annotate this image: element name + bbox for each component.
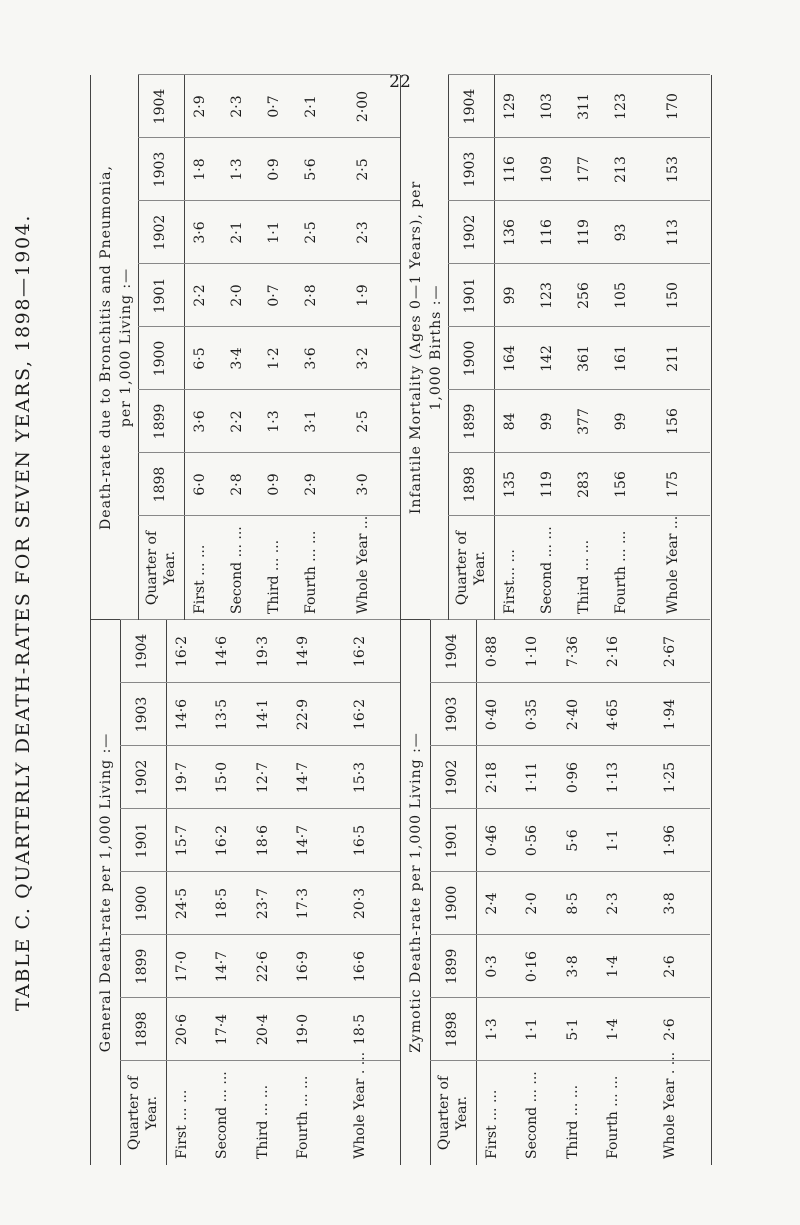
general-cell: 14·7 [214,950,231,983]
zymotic-row-label: Third ... ... [564,1084,581,1159]
bronchitis-year-header: 1899 [152,403,168,440]
bronchitis-cell: 3·0 [354,473,371,496]
infantile-cell: 105 [613,282,630,309]
general-quarter-header: Quarter of Year. [126,1075,160,1151]
bronchitis-header-rule [184,75,185,620]
zymotic-cell: 0·35 [524,698,541,731]
bronchitis-cell: 2·3 [354,221,371,244]
infantile-cell: 170 [664,93,681,120]
zymotic-cell: 1·1 [605,829,622,852]
bronchitis-cell: 0·7 [266,284,283,307]
infantile-cell: 156 [613,471,630,498]
infantile-cell: 156 [664,408,681,435]
general-cell: 15·7 [174,824,190,857]
zymotic-cell: 2·6 [661,1018,678,1041]
zymotic-cell: 1·3 [484,1018,500,1041]
zymotic-year-header: 1901 [444,822,460,859]
infantile-row-label: Second ... ... [539,526,556,614]
zymotic-row-label: First ... ... [484,1089,500,1159]
infantile-heading-line2: 1,000 Births :— [428,284,444,411]
zymotic-cell: 0·56 [524,824,541,857]
general-cell: 14·6 [174,698,190,731]
zymotic-cell: 1·13 [605,761,622,794]
zymotic-cell: 1·94 [661,698,678,731]
general-cell: 24·5 [174,887,190,920]
infantile-heading-rule [448,75,449,620]
table-title: TABLE C. QUARTERLY DEATH-RATES FOR SEVEN YEARS, 1898—1904. [12,214,34,1011]
infantile-cell: 84 [502,412,518,431]
zymotic-cell: 2·0 [524,892,541,915]
bronchitis-cell: 2·9 [192,95,208,118]
infantile-cell: 116 [502,156,518,183]
zymotic-year-header: 1904 [444,633,460,670]
infantile-cell: 123 [613,93,630,120]
general-cell: 14·1 [254,698,271,731]
zymotic-cell: 1·10 [524,635,541,668]
bronchitis-cell: 2·5 [354,410,371,433]
general-cell: 16·2 [351,698,368,731]
bronchitis-cell: 6·0 [192,473,208,496]
zymotic-cell: 4·65 [605,698,622,731]
infantile-cell: 103 [539,93,556,120]
infantile-cell: 361 [576,345,593,372]
infantile-cell: 119 [576,219,593,246]
general-cell: 17·3 [295,887,312,920]
general-cell: 19·0 [295,1013,312,1046]
infantile-cell: 136 [502,219,518,246]
zymotic-cell: 1·11 [524,761,541,794]
infantile-year-header: 1902 [462,214,478,251]
general-cell: 20·4 [254,1013,271,1046]
bronchitis-cell: 2·5 [303,221,320,244]
general-cell: 19·3 [254,635,271,668]
general-cell: 23·7 [254,887,271,920]
general-heading-rule [120,620,121,1165]
zymotic-cell: 2·40 [564,698,581,731]
bronchitis-cell: 2·5 [354,158,371,181]
bronchitis-cell: 1·8 [192,158,208,181]
infantile-year-header: 1898 [462,466,478,503]
bronchitis-quarter-header: Quarter of Year. [144,530,178,606]
bronchitis-year-header: 1903 [152,151,168,188]
infantile-cell: 177 [576,156,593,183]
general-cell: 16·2 [174,635,190,668]
infantile-quarter-header: Quarter of Year. [454,530,488,606]
bronchitis-cell: 1·3 [229,158,246,181]
general-cell: 16·2 [351,635,368,668]
bronchitis-heading-line2: per 1,000 Living :— [118,267,134,428]
general-cell: 14·7 [295,761,312,794]
general-year-header: 1903 [134,696,150,733]
bronchitis-year-header: 1904 [152,88,168,125]
bronchitis-cell: 2·8 [229,473,246,496]
infantile-row-label: Whole Year ... [664,515,681,614]
bronchitis-cell: 3·6 [303,347,320,370]
general-year-header: 1904 [134,633,150,670]
bronchitis-cell: 0·7 [266,95,283,118]
general-header-rule [166,620,167,1165]
infantile-cell: 135 [502,471,518,498]
zymotic-cell: 2·4 [484,892,500,915]
zymotic-cell: 3·8 [661,892,678,915]
infantile-heading-line1: Infantile Mortality (Ages 0—1 Years), per [408,180,424,515]
general-cell: 16·2 [214,824,231,857]
bronchitis-cell: 3·4 [229,347,246,370]
infantile-row-label: Third ... ... [576,539,593,614]
bronchitis-cell: 1·1 [266,221,283,244]
general-heading: General Death-rate per 1,000 Living :— [98,732,114,1053]
zymotic-row-label: Fourth ... ... [605,1075,622,1159]
zymotic-cell: 0·96 [564,761,581,794]
zymotic-cell: 0·88 [484,635,500,668]
zymotic-quarter-header: Quarter of Year. [436,1075,470,1151]
general-year-header: 1899 [134,948,150,985]
infantile-heading [406,75,446,620]
general-cell: 16·6 [351,950,368,983]
general-cell: 16·9 [295,950,312,983]
general-year-header: 1898 [134,1011,150,1048]
infantile-cell: 129 [502,93,518,120]
bronchitis-cell: 2·3 [229,95,246,118]
general-year-header: 1902 [134,759,150,796]
zymotic-cell: 0·3 [484,955,500,978]
zymotic-year-header: 1899 [444,948,460,985]
infantile-cell: 211 [664,345,681,372]
zymotic-cell: 2·16 [605,635,622,668]
infantile-cell: 256 [576,282,593,309]
zymotic-cell: 0·40 [484,698,500,731]
bronchitis-year-header: 1902 [152,214,168,251]
bronchitis-cell: 2·00 [354,90,371,123]
zymotic-cell: 2·67 [661,635,678,668]
general-cell: 14·9 [295,635,312,668]
bronchitis-cell: 3·6 [192,410,208,433]
general-row-label: Third ... ... [254,1084,271,1159]
bronchitis-row-label: First ... ... [192,544,208,614]
infantile-header-rule [494,75,495,620]
bronchitis-heading-line1: Death-rate due to Bronchitis and Pneumonia, [98,165,114,530]
general-year-header: 1900 [134,885,150,922]
general-row-label: Second ... ... [214,1071,231,1159]
bronchitis-row-label: Third ... ... [266,539,283,614]
bronchitis-cell: 2·1 [229,221,246,244]
general-cell: 15·0 [214,761,231,794]
general-cell: 14·7 [295,824,312,857]
bronchitis-cell: 3·2 [354,347,371,370]
general-cell: 17·4 [214,1013,231,1046]
bronchitis-year-header: 1901 [152,277,168,314]
general-year-header: 1901 [134,822,150,859]
infantile-year-header: 1903 [462,151,478,188]
infantile-cell: 164 [502,345,518,372]
left-mid-rule [400,620,401,1165]
bronchitis-year-header: 1898 [152,466,168,503]
bronchitis-row-label: Second ... ... [229,526,246,614]
zymotic-cell: 1·1 [524,1018,541,1041]
infantile-cell: 99 [539,412,556,431]
bronchitis-cell: 2·1 [303,95,320,118]
bronchitis-year-header: 1900 [152,340,168,377]
infantile-year-header: 1904 [462,88,478,125]
general-cell: 20·3 [351,887,368,920]
general-row-label: Whole Year . ... [351,1051,368,1159]
infantile-cell: 142 [539,345,556,372]
bronchitis-cell: 2·2 [229,410,246,433]
general-cell: 13·5 [214,698,231,731]
bronchitis-cell: 2·2 [192,284,208,307]
zymotic-cell: 2·3 [605,892,622,915]
bronchitis-cell: 0·9 [266,158,283,181]
infantile-cell: 161 [613,345,630,372]
bronchitis-cell: 3·6 [192,221,208,244]
bronchitis-cell: 1·3 [266,410,283,433]
general-cell: 18·5 [214,887,231,920]
general-cell: 16·5 [351,824,368,857]
general-cell: 14·6 [214,635,231,668]
general-row-label: Fourth ... ... [295,1075,312,1159]
bronchitis-cell: 5·6 [303,158,320,181]
infantile-cell: 116 [539,219,556,246]
zymotic-cell: 1·25 [661,761,678,794]
zymotic-heading-rule [430,620,431,1165]
zymotic-cell: 8·5 [564,892,581,915]
zymotic-cell: 1·96 [661,824,678,857]
zymotic-year-header: 1903 [444,696,460,733]
bronchitis-row-label: Whole Year ... [354,515,371,614]
general-cell: 17·0 [174,950,190,983]
zymotic-cell: 1·4 [605,1018,622,1041]
infantile-cell: 109 [539,156,556,183]
zymotic-header-rule [476,620,477,1165]
infantile-cell: 123 [539,282,556,309]
zymotic-cell: 3·8 [564,955,581,978]
bronchitis-cell: 1·9 [354,284,371,307]
general-cell: 19·7 [174,761,190,794]
infantile-year-header: 1899 [462,403,478,440]
infantile-cell: 113 [664,219,681,246]
infantile-cell: 119 [539,471,556,498]
zymotic-cell: 2·6 [661,955,678,978]
zymotic-cell: 1·4 [605,955,622,978]
bronchitis-cell: 2·9 [303,473,320,496]
zymotic-year-header: 1902 [444,759,460,796]
zymotic-cell: 5·1 [564,1018,581,1041]
bronchitis-cell: 1·2 [266,347,283,370]
infantile-cell: 93 [613,223,630,242]
zymotic-cell: 7·36 [564,635,581,668]
general-row-label: First ... ... [174,1089,190,1159]
infantile-cell: 175 [664,471,681,498]
zymotic-cell: 0·46 [484,824,500,857]
bronchitis-heading-rule [138,75,139,620]
bronchitis-cell: 6·5 [192,347,208,370]
zymotic-heading: Zymotic Death-rate per 1,000 Living :— [408,732,424,1053]
zymotic-cell: 0·16 [524,950,541,983]
bronchitis-cell: 0·9 [266,473,283,496]
infantile-cell: 213 [613,156,630,183]
zymotic-cell: 5·6 [564,829,581,852]
infantile-cell: 377 [576,408,593,435]
zymotic-cell: 2·18 [484,761,500,794]
bronchitis-cell: 2·0 [229,284,246,307]
general-cell: 18·6 [254,824,271,857]
infantile-year-header: 1901 [462,277,478,314]
general-cell: 12·7 [254,761,271,794]
zymotic-row-label: Second ... ... [524,1071,541,1159]
page-number: 22 [389,72,411,92]
bronchitis-cell: 3·1 [303,410,320,433]
bronchitis-row-label: Fourth ... ... [303,530,320,614]
general-cell: 22·6 [254,950,271,983]
infantile-cell: 153 [664,156,681,183]
zymotic-year-header: 1900 [444,885,460,922]
infantile-cell: 99 [613,412,630,431]
zymotic-row-label: Whole Year . ... [661,1051,678,1159]
infantile-cell: 150 [664,282,681,309]
infantile-row-label: Fourth ... ... [613,530,630,614]
infantile-year-header: 1900 [462,340,478,377]
infantile-cell: 99 [502,286,518,305]
right-mid-rule [400,75,401,620]
general-cell: 22·9 [295,698,312,731]
bronchitis-cell: 2·8 [303,284,320,307]
general-cell: 15·3 [351,761,368,794]
infantile-cell: 311 [576,93,593,120]
general-cell: 20·6 [174,1013,190,1046]
infantile-row-label: First... ... [502,549,518,614]
infantile-cell: 283 [576,471,593,498]
bronchitis-heading [96,75,136,620]
general-cell: 18·5 [351,1013,368,1046]
zymotic-year-header: 1898 [444,1011,460,1048]
